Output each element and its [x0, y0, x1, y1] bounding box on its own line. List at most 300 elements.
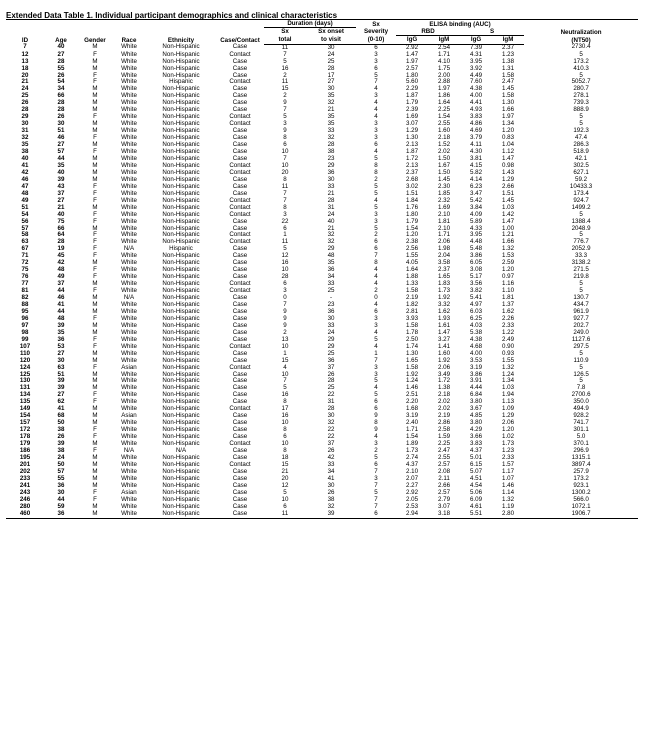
cell-neutralization: 130.7 — [573, 294, 589, 302]
cell-gender: M — [92, 453, 98, 461]
cell-id: 40 — [21, 154, 29, 162]
cell-sx-total: 5 — [283, 113, 287, 121]
cell-race: White — [121, 85, 137, 93]
cell-case-contact: Case — [232, 314, 248, 322]
cell-sx-total: 11 — [281, 238, 289, 246]
table-row — [6, 344, 638, 351]
cell-s-igg: 3.86 — [469, 370, 483, 378]
table-row — [6, 93, 638, 100]
cell-race: White — [121, 280, 137, 288]
cell-s-igm: 1.31 — [502, 64, 515, 72]
cell-age: 45 — [57, 252, 65, 260]
cell-sx-total: 15 — [281, 356, 289, 364]
cell-sx-total: 7 — [283, 377, 287, 385]
cell-ethnicity: Non-Hispanic — [162, 356, 200, 364]
header-onset-line2: to visit — [306, 36, 356, 44]
cell-s-igg: 3.95 — [469, 231, 483, 239]
table-row — [6, 253, 638, 260]
cell-gender: M — [92, 307, 98, 315]
cell-race: White — [121, 398, 137, 406]
cell-rbd-igg: 1.79 — [405, 217, 419, 225]
cell-gender: M — [92, 294, 98, 302]
cell-s-igm: 2.47 — [502, 78, 515, 86]
header-severity-line3: (0-10) — [356, 36, 396, 44]
cell-s-igg: 3.53 — [469, 356, 483, 364]
cell-s-igm: 1.07 — [502, 474, 515, 482]
cell-id: 25 — [21, 92, 29, 100]
cell-id: 28 — [21, 106, 29, 114]
cell-case-contact: Case — [232, 370, 248, 378]
cell-race: White — [121, 426, 137, 434]
cell-gender: F — [93, 398, 97, 406]
cell-severity: 5 — [374, 377, 378, 385]
cell-age: 57 — [57, 148, 65, 156]
cell-severity: 4 — [374, 280, 378, 288]
cell-age: 43 — [57, 182, 65, 190]
cell-sx-total: 10 — [281, 148, 289, 156]
cell-age: 44 — [57, 495, 65, 503]
cell-sx-onset: 33 — [327, 127, 335, 135]
cell-id: 47 — [21, 182, 29, 190]
cell-sx-onset: 32 — [327, 134, 335, 142]
table-row — [6, 239, 638, 246]
cell-age: 49 — [57, 273, 65, 281]
cell-s-igm: 1.22 — [502, 328, 515, 336]
cell-s-igg: 4.97 — [469, 300, 483, 308]
cell-neutralization: 1072.1 — [571, 502, 591, 510]
participant-table — [6, 19, 638, 519]
cell-race: N/A — [123, 245, 135, 253]
cell-age: 28 — [57, 238, 65, 246]
cell-rbd-igg: 1.69 — [405, 113, 419, 121]
cell-race: White — [121, 161, 137, 169]
header-case-contact: Case/Contact — [216, 20, 264, 45]
cell-race: White — [121, 370, 137, 378]
cell-neutralization: 370.1 — [573, 440, 589, 448]
cell-ethnicity: Non-Hispanic — [162, 294, 200, 302]
cell-s-igg: 4.00 — [469, 349, 483, 357]
cell-rbd-igm: 2.37 — [437, 266, 451, 274]
cell-race: Asian — [121, 363, 137, 371]
cell-rbd-igg: 1.30 — [405, 349, 419, 357]
cell-rbd-igm: 1.86 — [437, 92, 451, 100]
cell-rbd-igg: 1.80 — [405, 71, 419, 79]
cell-case-contact: Case — [232, 356, 248, 364]
cell-s-igg: 5.51 — [460, 511, 492, 518]
cell-severity: 6 — [374, 398, 378, 406]
cell-gender: F — [93, 196, 97, 204]
table-row — [6, 351, 638, 358]
cell-sx-total: 9 — [283, 321, 287, 329]
cell-neutralization: 7.8 — [576, 384, 586, 392]
cell-severity: 9 — [374, 412, 378, 420]
cell-age: 40 — [57, 210, 65, 218]
cell-id: 13 — [21, 57, 29, 65]
cell-gender: M — [92, 321, 98, 329]
cell-ethnicity: Non-Hispanic — [162, 154, 200, 162]
table-row — [6, 330, 638, 337]
cell-race: White — [121, 120, 137, 128]
cell-age: 36 — [57, 335, 65, 343]
cell-race: White — [121, 321, 137, 329]
cell-sx-onset: 17 — [327, 71, 335, 79]
cell-rbd-igm: 1.67 — [437, 161, 451, 169]
cell-gender: M — [92, 141, 98, 149]
cell-case-contact: Case — [232, 412, 248, 420]
cell-s-igm: 1.24 — [502, 370, 515, 378]
cell-age: 28 — [57, 99, 65, 107]
cell-case-contact: Case — [232, 335, 248, 343]
cell-id: 243 — [19, 488, 31, 496]
cell-s-igg: 6.15 — [469, 460, 483, 468]
cell-age: 19 — [57, 245, 65, 253]
cell-severity: 5 — [374, 71, 378, 79]
cell-s-igg: 6.23 — [469, 182, 483, 190]
cell-case-contact: Contact — [229, 280, 251, 288]
table-row — [6, 413, 638, 420]
cell-neutralization: 1499.2 — [571, 203, 591, 211]
cell-s-igm: 1.10 — [502, 287, 515, 295]
cell-sx-onset: 30 — [327, 43, 335, 51]
cell-severity: 5 — [374, 224, 378, 232]
cell-rbd-igm: 1.52 — [437, 141, 451, 149]
cell-sx-total: 6 — [283, 433, 287, 441]
cell-rbd-igm: 1.72 — [437, 377, 451, 385]
cell-id: 134 — [19, 391, 31, 399]
cell-s-igg: 3.80 — [469, 419, 483, 427]
cell-rbd-igg: 1.30 — [405, 134, 419, 142]
cell-sx-total: 2 — [283, 92, 287, 100]
cell-severity: 6 — [374, 460, 378, 468]
cell-severity: 7 — [374, 78, 378, 86]
cell-neutralization: 518.9 — [573, 148, 589, 156]
cell-gender: M — [92, 502, 98, 510]
cell-sx-onset: 37 — [327, 440, 335, 448]
cell-case-contact: Contact — [229, 440, 251, 448]
cell-rbd-igg: 2.29 — [405, 85, 419, 93]
cell-rbd-igm: 1.38 — [437, 384, 451, 392]
cell-race: White — [121, 43, 137, 51]
cell-rbd-igm: 2.06 — [437, 238, 451, 246]
cell-neutralization: 5 — [579, 231, 583, 239]
cell-rbd-igm: 1.41 — [437, 342, 451, 350]
cell-gender: F — [93, 217, 97, 225]
cell-sx-onset: 32 — [327, 99, 335, 107]
cell-rbd-igm: 1.73 — [437, 287, 451, 295]
cell-age: 48 — [57, 314, 65, 322]
cell-rbd-igm: 1.93 — [437, 314, 451, 322]
cell-case-contact: Contact — [229, 50, 251, 58]
cell-severity: 3 — [374, 370, 378, 378]
cell-case-contact: Case — [232, 245, 248, 253]
cell-neutralization: 296.9 — [573, 447, 589, 454]
cell-s-igg: 4.48 — [469, 238, 483, 246]
cell-sx-total: 9 — [283, 99, 287, 107]
cell-sx-onset: 41 — [327, 474, 335, 482]
cell-race: White — [121, 349, 137, 357]
table-row — [6, 86, 638, 93]
cell-neutralization: 5052.7 — [571, 78, 591, 86]
cell-id: 49 — [21, 196, 29, 204]
cell-s-igm: 1.20 — [502, 127, 515, 135]
cell-severity: 5 — [374, 335, 378, 343]
cell-rbd-igg: 3.19 — [405, 412, 419, 420]
cell-sx-onset: 25 — [327, 287, 335, 295]
cell-age: 30 — [57, 356, 65, 364]
cell-rbd-igm: 1.61 — [437, 321, 451, 329]
cell-s-igg: 3.80 — [469, 398, 483, 406]
cell-severity: 3 — [374, 50, 378, 58]
cell-id: 20 — [21, 71, 29, 79]
cell-age: 46 — [57, 134, 65, 142]
cell-rbd-igm: 2.58 — [437, 426, 451, 434]
table-row — [6, 378, 638, 385]
cell-age: 39 — [57, 440, 65, 448]
cell-ethnicity: Non-Hispanic — [162, 398, 200, 406]
cell-neutralization: 5 — [579, 210, 583, 218]
table-row — [6, 59, 638, 66]
cell-s-igm: 1.03 — [502, 384, 515, 392]
cell-severity: 0 — [374, 294, 378, 302]
cell-ethnicity: Non-Hispanic — [162, 433, 200, 441]
cell-gender: M — [92, 328, 98, 336]
cell-sx-total: 8 — [283, 175, 287, 183]
cell-ethnicity: Non-Hispanic — [162, 328, 200, 336]
cell-ethnicity: Non-Hispanic — [162, 196, 200, 204]
cell-id: 280 — [19, 502, 31, 510]
cell-s-igg: 4.15 — [469, 161, 483, 169]
cell-race: White — [121, 113, 137, 121]
cell-rbd-igm: 1.47 — [437, 328, 451, 336]
cell-race: White — [121, 203, 137, 211]
cell-neutralization: 5 — [579, 363, 583, 371]
cell-case-contact: Case — [232, 85, 248, 93]
table-row — [6, 288, 638, 295]
cell-race: Asian — [121, 488, 137, 496]
cell-s-igg: 6.03 — [469, 307, 483, 315]
cell-ethnicity: Non-Hispanic — [162, 342, 200, 350]
cell-s-igg: 5.06 — [469, 488, 483, 496]
cell-s-igg: 4.03 — [469, 321, 483, 329]
cell-neutralization: 928.2 — [573, 412, 589, 420]
cell-neutralization: 1906.7 — [524, 511, 638, 518]
cell-sx-total: 16 — [281, 391, 289, 399]
cell-gender: F — [93, 488, 97, 496]
cell-ethnicity: Non-Hispanic — [162, 440, 200, 448]
cell-sx-total: 20 — [281, 474, 289, 482]
cell-id: 76 — [21, 273, 29, 281]
cell-severity: 1 — [374, 349, 378, 357]
cell-ethnicity: Non-Hispanic — [162, 148, 200, 156]
cell-id: 7 — [23, 43, 27, 51]
cell-sx-onset: 30 — [327, 314, 335, 322]
cell-ethnicity: Non-Hispanic — [162, 363, 200, 371]
cell-sx-total: 11 — [281, 78, 289, 86]
cell-sx-onset: 29 — [327, 161, 335, 169]
cell-id: 46 — [21, 175, 29, 183]
cell-race: White — [121, 148, 137, 156]
cell-sx-total: 9 — [283, 307, 287, 315]
cell-s-igm: 1.81 — [502, 294, 515, 302]
cell-rbd-igg: 2.51 — [405, 391, 419, 399]
table-row — [6, 469, 638, 476]
cell-case-contact: Case — [232, 224, 248, 232]
cell-sx-onset: 22 — [327, 391, 335, 399]
header-rbd-igm: IgM — [428, 36, 460, 44]
cell-id: 63 — [21, 238, 29, 246]
cell-sx-onset: 39 — [306, 511, 356, 518]
cell-sx-total: 0 — [283, 294, 287, 302]
cell-sx-total: 16 — [281, 412, 289, 420]
cell-id: 179 — [19, 440, 31, 448]
cell-ethnicity: Non-Hispanic — [162, 113, 200, 121]
table-row — [6, 267, 638, 274]
cell-ethnicity: Non-Hispanic — [162, 92, 200, 100]
cell-s-igg: 4.31 — [469, 50, 483, 58]
cell-gender: M — [92, 481, 98, 489]
header-ethnicity: Ethnicity — [146, 20, 216, 45]
cell-gender: M — [92, 300, 98, 308]
cell-s-igg: 3.19 — [469, 363, 483, 371]
cell-severity: 5 — [374, 203, 378, 211]
cell-neutralization: 302.5 — [573, 161, 589, 169]
cell-id: 21 — [21, 78, 29, 86]
cell-rbd-igg: 1.87 — [405, 148, 419, 156]
cell-s-igm: 1.16 — [502, 280, 515, 288]
cell-neutralization: 5 — [579, 50, 583, 58]
cell-gender: F — [93, 210, 97, 218]
cell-race: White — [121, 259, 137, 267]
cell-case-contact: Case — [232, 328, 248, 336]
cell-age: 75 — [57, 217, 65, 225]
cell-race: White — [121, 175, 137, 183]
cell-race: Asian — [121, 412, 137, 420]
cell-severity: 6 — [356, 511, 396, 518]
cell-ethnicity: Non-Hispanic — [146, 511, 216, 518]
cell-severity: 5 — [374, 182, 378, 190]
cell-severity: 4 — [374, 273, 378, 281]
cell-sx-total: 17 — [281, 405, 289, 413]
header-total: total — [264, 36, 306, 44]
header-id: ID — [6, 20, 44, 45]
cell-ethnicity: Non-Hispanic — [162, 335, 200, 343]
cell-sx-onset: 28 — [327, 64, 335, 72]
cell-rbd-igm: 1.50 — [437, 168, 451, 176]
cell-ethnicity: Non-Hispanic — [162, 495, 200, 503]
cell-age: 66 — [57, 92, 65, 100]
cell-rbd-igg: 2.68 — [405, 175, 419, 183]
cell-severity: 6 — [374, 141, 378, 149]
cell-rbd-igg: 2.39 — [405, 106, 419, 114]
cell-neutralization: 2052.9 — [571, 245, 591, 253]
cell-gender: F — [93, 273, 97, 281]
cell-rbd-igg: 2.38 — [405, 238, 419, 246]
cell-gender: M — [92, 120, 98, 128]
cell-id: 41 — [21, 161, 29, 169]
cell-sx-onset: 25 — [327, 384, 335, 392]
cell-sx-onset: 30 — [327, 481, 335, 489]
cell-s-igg: 4.33 — [469, 224, 483, 232]
cell-ethnicity: Non-Hispanic — [162, 467, 200, 475]
cell-ethnicity: Non-Hispanic — [162, 384, 200, 392]
header-neutralization — [524, 20, 638, 45]
cell-rbd-igm: 1.54 — [437, 113, 451, 121]
cell-s-igg: 3.84 — [469, 203, 483, 211]
cell-sx-onset: 23 — [327, 154, 335, 162]
header-elisa: ELISA binding (AUC) — [396, 20, 524, 28]
cell-rbd-igm: 2.66 — [437, 481, 451, 489]
cell-ethnicity: Non-Hispanic — [162, 287, 200, 295]
table-row — [6, 142, 638, 149]
header-s-igg: IgG — [460, 36, 492, 44]
cell-ethnicity: Non-Hispanic — [162, 182, 200, 190]
cell-neutralization: 173.2 — [573, 474, 589, 482]
cell-age: 26 — [57, 113, 65, 121]
cell-race: White — [112, 511, 146, 518]
cell-sx-total: 4 — [283, 363, 287, 371]
cell-ethnicity: Non-Hispanic — [162, 43, 200, 51]
cell-rbd-igm: 2.57 — [437, 488, 451, 496]
cell-sx-onset: 33 — [327, 182, 335, 190]
cell-race: White — [121, 141, 137, 149]
cell-ethnicity: Non-Hispanic — [162, 127, 200, 135]
cell-race: N/A — [123, 447, 135, 454]
cell-id: 12 — [21, 50, 29, 58]
table-row — [6, 365, 638, 372]
cell-rbd-igg: 1.80 — [405, 210, 419, 218]
cell-rbd-igm: 2.18 — [437, 391, 451, 399]
cell-age: 59 — [57, 502, 65, 510]
cell-s-igg: 7.39 — [469, 43, 483, 51]
cell-age: 66 — [57, 224, 65, 232]
table-row — [6, 219, 638, 226]
cell-gender: M — [92, 356, 98, 364]
cell-race: White — [121, 481, 137, 489]
cell-ethnicity: Non-Hispanic — [162, 217, 200, 225]
cell-gender: M — [92, 127, 98, 135]
cell-ethnicity: Non-Hispanic — [162, 460, 200, 468]
cell-s-igm: 1.29 — [502, 175, 515, 183]
table-row — [6, 372, 638, 379]
table-row — [6, 100, 638, 107]
cell-race: White — [121, 64, 137, 72]
cell-rbd-igm: 1.92 — [437, 356, 451, 364]
cell-id: 57 — [21, 224, 29, 232]
cell-s-igm: 1.45 — [502, 85, 515, 93]
cell-s-igg: 3.56 — [469, 280, 483, 288]
cell-neutralization: 110.9 — [573, 356, 589, 364]
cell-age: 54 — [57, 78, 65, 86]
cell-race: White — [121, 328, 137, 336]
cell-rbd-igg: 1.58 — [405, 287, 419, 295]
cell-severity: 5 — [374, 453, 378, 461]
cell-id: 42 — [21, 168, 29, 176]
cell-s-igm: 1.23 — [502, 50, 515, 58]
cell-s-igm: 1.03 — [502, 203, 515, 211]
cell-neutralization: 192.3 — [573, 127, 589, 135]
cell-sx-onset: 36 — [327, 168, 335, 176]
cell-s-igm: 1.38 — [502, 57, 515, 65]
table-row — [6, 170, 638, 177]
cell-neutralization: 410.3 — [573, 64, 589, 72]
cell-sx-total: 15 — [281, 85, 289, 93]
cell-s-igg: 4.51 — [469, 474, 483, 482]
table-row — [6, 434, 638, 441]
cell-ethnicity: Non-Hispanic — [162, 168, 200, 176]
cell-sx-onset: 33 — [327, 280, 335, 288]
cell-severity: 6 — [374, 307, 378, 315]
cell-sx-total: 21 — [281, 467, 289, 475]
